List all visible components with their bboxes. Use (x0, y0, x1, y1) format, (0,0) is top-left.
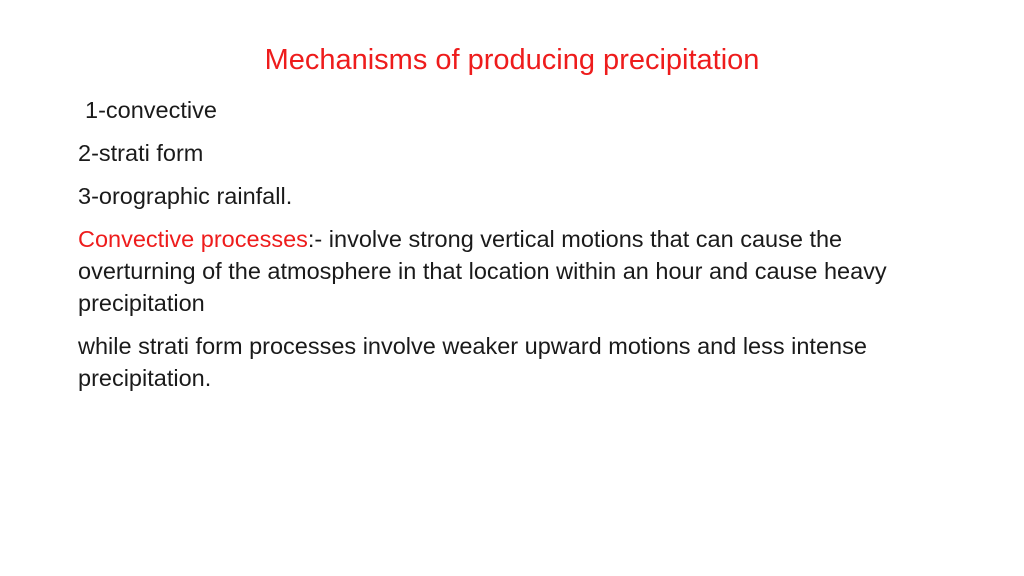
strati-form-paragraph: while strati form processes involve weaker upward motions and less intense precipitation. (78, 333, 867, 391)
list-item-strati-form: 2-strati form (78, 140, 204, 166)
slide-body (78, 94, 958, 405)
slide-title: Mechanisms of producing precipitation (264, 44, 760, 76)
list-item-orographic: 3-orographic rainfall. (78, 183, 293, 209)
list-item-convective: 1-convective (85, 97, 217, 123)
convective-term: Convective processes (78, 226, 308, 252)
convective-paragraph (78, 223, 958, 319)
convective-description: :- involve strong vertical motions that can cause the overturning of the atmosphere in that location within an hour and cause heavy precipitation (78, 226, 887, 316)
